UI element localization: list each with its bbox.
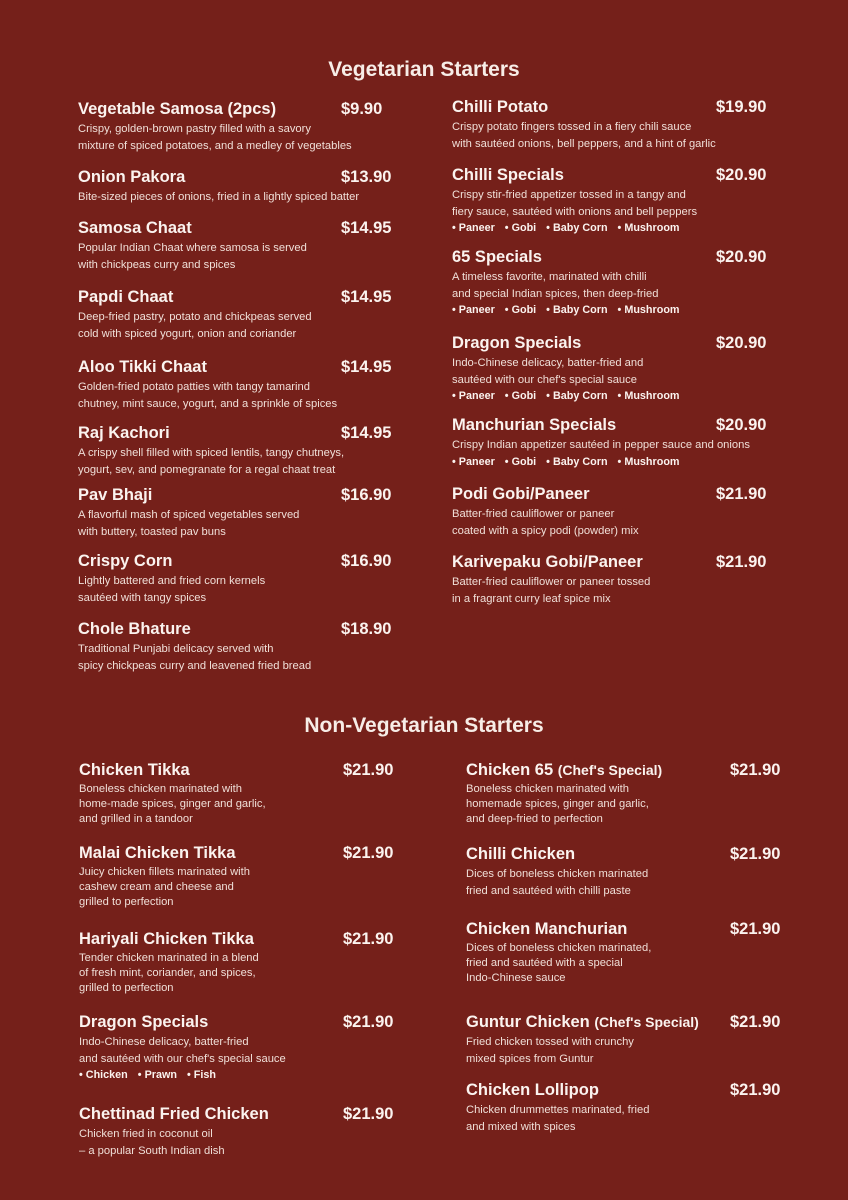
item-price: $9.90	[341, 100, 383, 118]
item-price: $21.90	[716, 553, 767, 571]
option-gobi: • Gobi	[505, 456, 536, 468]
description-line: sautéed with our chef's special sauce	[452, 373, 637, 386]
option-mushroom: • Mushroom	[618, 390, 680, 402]
option-mushroom: • Mushroom	[618, 456, 680, 468]
item-options	[79, 1069, 286, 1081]
item-name	[79, 929, 259, 949]
item-description	[78, 240, 307, 273]
chef-special-tag: (Chef's Special)	[557, 762, 663, 778]
option-paneer: • Paneer	[452, 390, 495, 402]
item-price: $21.90	[343, 1013, 394, 1031]
item-description	[452, 574, 650, 607]
menu-item-raj-kachori	[78, 423, 392, 478]
item-price: $21.90	[343, 844, 394, 862]
description-line: mixture of spiced potatoes, and a medley of vegetables	[78, 139, 352, 152]
description-line: and mixed with spices	[466, 1120, 576, 1133]
item-price: $13.90	[341, 168, 392, 186]
menu-item-hariyali-chicken-tikka	[79, 929, 394, 996]
option-paneer: • Paneer	[452, 456, 495, 468]
item-price: $14.95	[341, 288, 392, 306]
menu-item-papdi-chaat	[78, 287, 392, 342]
item-description	[78, 379, 337, 412]
item-description	[452, 119, 716, 152]
item-description	[452, 506, 639, 539]
description-line: mixed spices from Guntur	[466, 1052, 594, 1065]
item-name-text: Papdi Chaat	[78, 288, 174, 306]
option-paneer: • Paneer	[452, 222, 495, 234]
menu-item-chicken-manchurian	[466, 919, 781, 986]
item-name	[452, 333, 690, 353]
item-options	[452, 304, 690, 316]
menu-item-malai-chicken-tikka	[79, 843, 394, 910]
menu-item-vegetable-samosa-2pcs	[78, 99, 383, 154]
item-name	[78, 619, 311, 639]
description-line: Dices of boneless chicken marinated,	[466, 942, 652, 954]
menu-item-crispy-corn	[78, 551, 392, 606]
option-mushroom: • Mushroom	[618, 304, 680, 316]
item-description	[79, 1034, 286, 1067]
item-price: $20.90	[716, 248, 767, 266]
item-name	[78, 485, 299, 505]
item-price: $21.90	[343, 1105, 394, 1123]
description-line: A flavorful mash of spiced vegetables served	[78, 509, 300, 521]
menu-item-chilli-potato	[452, 97, 767, 152]
item-name	[78, 99, 352, 119]
description-line: Indo-Chinese delicacy, batter-fried and	[452, 357, 644, 369]
item-name	[466, 760, 662, 780]
item-name-text: Samosa Chaat	[78, 219, 192, 237]
menu-item-guntur-chicken	[466, 1012, 781, 1067]
description-line: Chicken fried in coconut oil	[79, 1128, 213, 1140]
description-line: chutney, mint sauce, yogurt, and a sprinkle of spices	[78, 397, 338, 410]
veg-section-title: Vegetarian Starters	[328, 58, 520, 81]
menu-item-chicken-lollipop	[466, 1080, 781, 1135]
description-line: Chicken drummettes marinated, fried	[466, 1104, 650, 1116]
item-name	[466, 919, 651, 939]
item-name-text: Chilli Potato	[452, 98, 549, 116]
option-chicken: • Chicken	[79, 1069, 128, 1081]
item-price: $16.90	[341, 552, 392, 570]
item-name	[79, 1104, 269, 1124]
option-fish: • Fish	[187, 1069, 216, 1081]
menu-item-chilli-chicken	[466, 844, 781, 899]
item-name	[452, 247, 690, 267]
item-name-text: Dragon Specials	[79, 1013, 209, 1031]
item-price: $20.90	[716, 166, 767, 184]
menu-item-chole-bhature	[78, 619, 392, 674]
item-name	[452, 97, 716, 117]
item-name-text: Manchurian Specials	[452, 416, 617, 434]
item-description	[78, 445, 344, 478]
item-price: $21.90	[730, 761, 781, 779]
item-description	[466, 1034, 699, 1067]
description-line: Crispy, golden-brown pastry filled with a savory	[78, 123, 311, 135]
item-name-text: Chicken Manchurian	[466, 920, 628, 938]
item-price: $14.95	[341, 219, 392, 237]
option-gobi: • Gobi	[505, 222, 536, 234]
item-name-text: Vegetable Samosa (2pcs)	[78, 100, 277, 118]
menu-item-dragon-specials	[452, 333, 767, 402]
description-line: Lightly battered and fried corn kernels	[78, 575, 266, 587]
menu-item-manchurian-specials	[452, 415, 767, 468]
item-name	[78, 423, 344, 443]
item-name	[78, 218, 307, 238]
item-price: $16.90	[341, 486, 392, 504]
description-line: Tender chicken marinated in a blend	[79, 952, 259, 964]
item-name-text: Chicken Tikka	[79, 761, 190, 779]
description-line: grilled to perfection	[79, 982, 174, 994]
description-line: and grilled in a tandoor	[79, 813, 193, 825]
description-line: in a fragrant curry leaf spice mix	[452, 592, 611, 605]
item-description	[79, 782, 266, 827]
item-name	[79, 843, 250, 863]
description-line: coated with a spicy podi (powder) mix	[452, 524, 639, 537]
item-name-text: Malai Chicken Tikka	[79, 844, 236, 862]
description-line: of fresh mint, coriander, and spices,	[79, 967, 256, 979]
item-price: $21.90	[343, 761, 394, 779]
nonveg-section-title: Non-Vegetarian Starters	[304, 714, 544, 737]
description-line: Crispy Indian appetizer sautéed in pepper sauce and onions	[452, 439, 750, 451]
item-price: $20.90	[716, 416, 767, 434]
menu-item-pav-bhaji	[78, 485, 392, 540]
description-line: – a popular South Indian dish	[79, 1144, 225, 1157]
description-line: with buttery, toasted pav buns	[78, 525, 226, 538]
item-name-text: Chettinad Fried Chicken	[79, 1105, 269, 1123]
item-name	[466, 844, 648, 864]
description-line: A timeless favorite, marinated with chilli	[452, 271, 647, 283]
item-name	[79, 760, 266, 780]
description-line: Popular Indian Chaat where samosa is served	[78, 242, 307, 254]
item-name-text: Onion Pakora	[78, 168, 186, 186]
item-name-text: Raj Kachori	[78, 424, 170, 442]
menu-item-dragon-specials	[79, 1012, 394, 1081]
description-line: grilled to perfection	[79, 896, 174, 908]
item-name	[78, 167, 359, 187]
option-prawn: • Prawn	[138, 1069, 177, 1081]
description-line: Batter-fried cauliflower or paneer	[452, 508, 615, 520]
item-name-text: Dragon Specials	[452, 334, 582, 352]
menu-item-65-specials	[452, 247, 767, 316]
item-description	[79, 1126, 269, 1159]
menu-item-samosa-chaat	[78, 218, 392, 273]
description-line: homemade spices, ginger and garlic,	[466, 798, 649, 810]
description-line: Indo-Chinese delicacy, batter-fried	[79, 1036, 249, 1048]
item-name	[79, 1012, 286, 1032]
item-name-text: Karivepaku Gobi/Paneer	[452, 553, 643, 571]
item-options	[452, 456, 750, 468]
description-line: Golden-fried potato patties with tangy tamarind	[78, 381, 310, 393]
item-description	[78, 189, 359, 206]
item-price: $14.95	[341, 424, 392, 442]
menu-item-chilli-specials	[452, 165, 767, 234]
item-name	[452, 484, 639, 504]
item-price: $21.90	[716, 485, 767, 503]
item-price: $20.90	[716, 334, 767, 352]
item-name	[452, 552, 650, 572]
description-line: Indo-Chinese sauce	[466, 972, 566, 984]
description-line: Deep-fried pastry, potato and chickpeas served	[78, 311, 312, 323]
menu-item-chicken-65	[466, 760, 781, 827]
description-line: spicy chickpeas curry and leavened fried bread	[78, 659, 312, 672]
menu-item-chicken-tikka	[79, 760, 394, 827]
description-line: Batter-fried cauliflower or paneer tossed	[452, 576, 651, 588]
item-description	[78, 507, 299, 540]
item-description	[452, 437, 750, 454]
menu-item-chettinad-fried-chicken	[79, 1104, 394, 1159]
description-line: cashew cream and cheese and	[79, 881, 234, 893]
item-name-text: Chicken Lollipop	[466, 1081, 599, 1099]
item-price: $21.90	[343, 930, 394, 948]
item-description	[78, 309, 312, 342]
item-name-text: Guntur Chicken	[466, 1013, 590, 1031]
item-price: $14.95	[341, 358, 392, 376]
option-mushroom: • Mushroom	[618, 222, 680, 234]
item-name	[78, 357, 337, 377]
item-name-text: Chicken 65	[466, 761, 554, 779]
item-name-text: Crispy Corn	[78, 552, 173, 570]
item-name	[78, 287, 312, 307]
description-line: Juicy chicken fillets marinated with	[79, 866, 250, 878]
description-line: Boneless chicken marinated with	[466, 783, 629, 795]
item-price: $21.90	[730, 920, 781, 938]
item-name-text: Pav Bhaji	[78, 486, 153, 504]
description-line: Boneless chicken marinated with	[79, 783, 242, 795]
item-price: $19.90	[716, 98, 767, 116]
item-price: $21.90	[730, 845, 781, 863]
description-line: Bite-sized pieces of onions, fried in a lightly spiced batter	[78, 191, 360, 203]
description-line: and sautéed with our chef's special sauce	[79, 1052, 286, 1065]
item-name	[452, 415, 750, 435]
item-name-text: Podi Gobi/Paneer	[452, 485, 590, 503]
item-description	[466, 941, 651, 986]
option-baby-corn: • Baby Corn	[546, 390, 607, 402]
description-line: sautéed with tangy spices	[78, 591, 207, 604]
item-name	[466, 1012, 699, 1032]
description-line: fried and sautéed with a special	[466, 957, 623, 969]
item-price: $21.90	[730, 1013, 781, 1031]
item-name-text: Hariyali Chicken Tikka	[79, 930, 254, 948]
option-baby-corn: • Baby Corn	[546, 456, 607, 468]
option-gobi: • Gobi	[505, 304, 536, 316]
item-name	[452, 165, 697, 185]
item-description	[452, 187, 697, 220]
item-name-text: Chilli Specials	[452, 166, 564, 184]
item-description	[78, 573, 265, 606]
option-baby-corn: • Baby Corn	[546, 222, 607, 234]
item-description	[466, 782, 662, 827]
chef-special-tag: (Chef's Special)	[594, 1014, 699, 1030]
option-gobi: • Gobi	[505, 390, 536, 402]
item-options	[452, 390, 690, 402]
description-line: Crispy potato fingers tossed in a fiery chili sauce	[452, 121, 692, 133]
item-description	[78, 121, 352, 154]
description-line: and deep-fried to perfection	[466, 813, 603, 825]
description-line: fried and sautéed with chilli paste	[466, 884, 631, 897]
description-line: yogurt, sev, and pomegranate for a regal chaat treat	[78, 463, 336, 476]
description-line: fiery sauce, sautéed with onions and bell peppers	[452, 205, 698, 218]
description-line: home-made spices, ginger and garlic,	[79, 798, 266, 810]
item-description	[466, 866, 648, 899]
item-description	[79, 865, 250, 910]
item-description	[78, 641, 311, 674]
menu-item-onion-pakora	[78, 167, 392, 206]
menu-item-aloo-tikki-chaat	[78, 357, 392, 412]
item-name-text: Chilli Chicken	[466, 845, 576, 863]
description-line: with sautéed onions, bell peppers, and a hint of garlic	[452, 137, 716, 150]
item-name	[78, 551, 265, 571]
option-paneer: • Paneer	[452, 304, 495, 316]
menu-item-podi-gobi-paneer	[452, 484, 767, 539]
description-line: A crispy shell filled with spiced lentils, tangy chutneys,	[78, 447, 345, 459]
menu-item-karivepaku-gobi-paneer	[452, 552, 767, 607]
item-description	[452, 355, 690, 388]
description-line: and special Indian spices, then deep-fried	[452, 287, 659, 300]
item-name	[466, 1080, 649, 1100]
item-name-text: Aloo Tikki Chaat	[78, 358, 207, 376]
description-line: Crispy stir-fried appetizer tossed in a tangy and	[452, 189, 686, 201]
description-line: with chickpeas curry and spices	[78, 258, 236, 271]
description-line: Traditional Punjabi delicacy served with	[78, 643, 274, 655]
item-name-text: Chole Bhature	[78, 620, 191, 638]
item-name-text: 65 Specials	[452, 248, 542, 266]
item-description	[466, 1102, 649, 1135]
item-price: $18.90	[341, 620, 392, 638]
item-description	[79, 951, 259, 996]
description-line: cold with spiced yogurt, onion and coriander	[78, 327, 297, 340]
item-options	[452, 222, 697, 234]
description-line: Dices of boneless chicken marinated	[466, 868, 649, 880]
item-description	[452, 269, 690, 302]
item-price: $21.90	[730, 1081, 781, 1099]
description-line: Fried chicken tossed with crunchy	[466, 1036, 634, 1048]
option-baby-corn: • Baby Corn	[546, 304, 607, 316]
